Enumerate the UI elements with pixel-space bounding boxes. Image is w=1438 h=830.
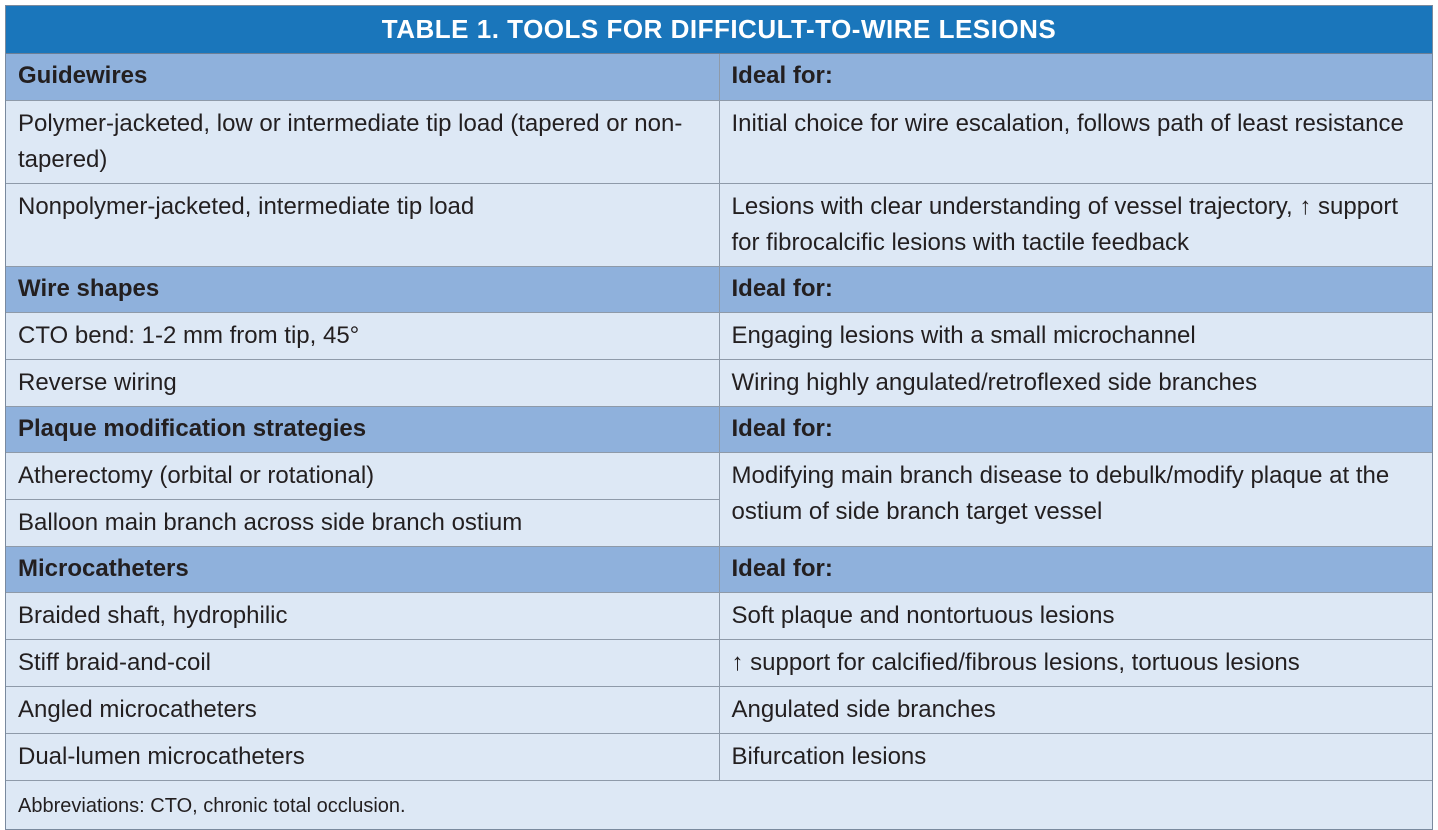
ideal-for-label: Ideal for: (719, 546, 1432, 592)
table-row (6, 686, 1432, 733)
tools-table (5, 5, 1433, 830)
section-title: Wire shapes (6, 266, 719, 312)
use-cell: Engaging lesions with a small microchannel (719, 312, 1432, 359)
section-title: Microcatheters (6, 546, 719, 592)
use-cell: ↑ support for calcified/fibrous lesions, tortuous lesions (719, 639, 1432, 686)
table-row (6, 733, 1432, 780)
tool-cell: Balloon main branch across side branch ostium (6, 499, 719, 546)
tool-cell: CTO bend: 1-2 mm from tip, 45° (6, 312, 719, 359)
tool-cell: Atherectomy (orbital or rotational) (6, 452, 719, 499)
tool-cell: Angled microcatheters (6, 686, 719, 733)
tool-cell: Dual-lumen microcatheters (6, 733, 719, 780)
tool-cell: Stiff braid-and-coil (6, 639, 719, 686)
table-row (6, 639, 1432, 686)
table-row (6, 592, 1432, 639)
table-title: TABLE 1. TOOLS FOR DIFFICULT-TO-WIRE LESIONS (6, 6, 1432, 54)
table-row (6, 312, 1432, 359)
table-row (6, 100, 1432, 183)
footnote-row (6, 780, 1432, 829)
ideal-for-label: Ideal for: (719, 54, 1432, 100)
footnote: Abbreviations: CTO, chronic total occlusion. (6, 780, 1432, 829)
section-header-guidewires (6, 54, 1432, 100)
use-cell: Angulated side branches (719, 686, 1432, 733)
tool-cell: Braided shaft, hydrophilic (6, 592, 719, 639)
use-cell: Lesions with clear understanding of vessel trajectory, ↑ support for fibrocalcific lesions with tactile feedback (719, 183, 1432, 266)
tool-cell: Polymer-jacketed, low or intermediate tip load (tapered or non-tapered) (6, 100, 719, 183)
section-header-microcatheters (6, 546, 1432, 592)
section-title: Plaque modification strategies (6, 406, 719, 452)
use-cell: Wiring highly angulated/retroflexed side branches (719, 359, 1432, 406)
table-body (6, 54, 1432, 829)
table-row (6, 452, 1432, 499)
section-title: Guidewires (6, 54, 719, 100)
ideal-for-label: Ideal for: (719, 266, 1432, 312)
section-header-plaque-modification (6, 406, 1432, 452)
section-header-wire-shapes (6, 266, 1432, 312)
table-row (6, 359, 1432, 406)
use-cell: Bifurcation lesions (719, 733, 1432, 780)
ideal-for-label: Ideal for: (719, 406, 1432, 452)
tool-cell: Reverse wiring (6, 359, 719, 406)
tool-cell: Nonpolymer-jacketed, intermediate tip load (6, 183, 719, 266)
use-cell: Soft plaque and nontortuous lesions (719, 592, 1432, 639)
use-cell-merged: Modifying main branch disease to debulk/modify plaque at the ostium of side branch target vessel (719, 452, 1432, 546)
use-cell: Initial choice for wire escalation, follows path of least resistance (719, 100, 1432, 183)
table-row (6, 183, 1432, 266)
